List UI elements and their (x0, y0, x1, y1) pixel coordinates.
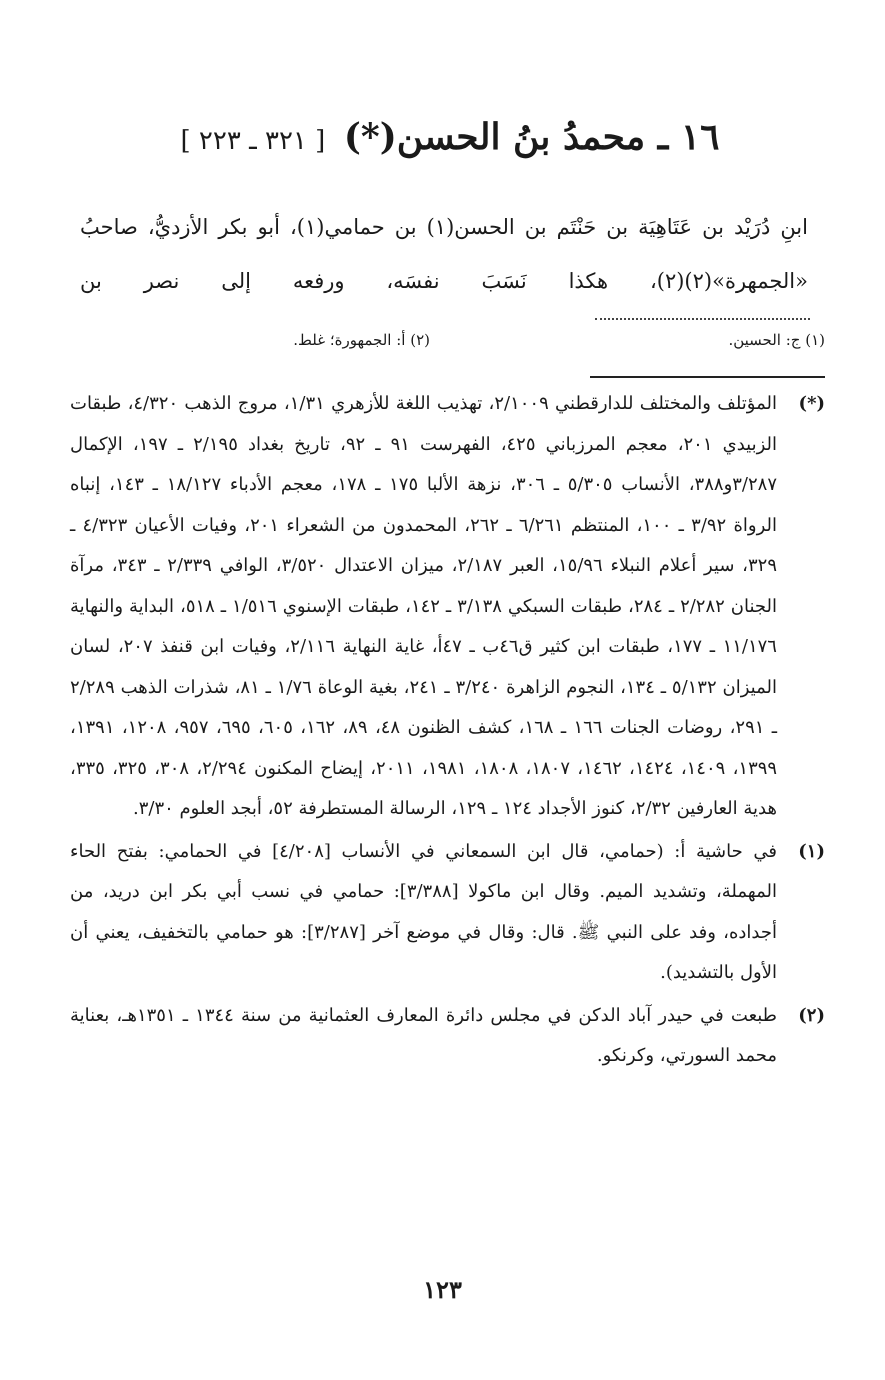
entry-title: ١٦ ـ محمدُ بنُ الحسن(*) (343, 116, 720, 158)
page-number: ١٢٣ (423, 1275, 462, 1304)
footnote-2 (70, 996, 825, 1077)
dotted-divider (595, 318, 810, 320)
footnotes-section (70, 384, 825, 1079)
footnote-marker: (١) (798, 840, 825, 862)
footnote-divider (590, 376, 825, 378)
entry-paragraph: ابنِ دُرَيْد بن عَتَاهِيَة بن حَنْتَم بن الحسن(١) بن حمامي(١)، أبو بكر الأزديُّ، صاحبُ «الجمهرة»(٢)(٢)، هكذا نَسَبَ نفسَه، ورفعه إلى نصر بن (80, 215, 808, 293)
inline-footnote-1: (١) ج: الحسين. (728, 331, 825, 349)
inline-footnote-2: (٢) أ: الجمهورة؛ غلط. (293, 331, 430, 349)
footnote-marker: (٢) (798, 1004, 825, 1026)
footnote-sources (70, 384, 825, 830)
entry-body (80, 200, 808, 308)
footnote-text: في حاشية أ: (حمامي، قال ابن السمعاني في الأنساب [٤/٢٠٨] في الحمامي: بفتح الحاء المهملة، وتشديد الميم. وقال ابن ماكولا [٣/٣٨٨]: حمامي في نسب أبي بكر ابن دريد، من أجداده، وفد على النبي ﷺ. قال: وقال في موضع آخر [٣/٢٨٧]: هو حمامي بالتخفيف، يعني أن الأول بالتشديد). (70, 840, 777, 983)
footnote-1 (70, 832, 825, 994)
footnote-text: المؤتلف والمختلف للدارقطني ٢/١٠٠٩، تهذيب اللغة للأزهري ١/٣١، مروج الذهب ٤/٣٢٠، طبقات الزبيدي ٢٠١، معجم المرزباني ٤٢٥، الفهرست ٩١ ـ ٩٢، تاريخ بغداد ٢/١٩٥ ـ ١٩٧، الإكمال ٣/٢٨٧و٣٨٨، الأنساب ٥/٣٠٥ ـ ٣٠٦، نزهة الألبا ١٧٥ ـ ١٧٨، معجم الأدباء ١٨/١٢٧ ـ ١٤٣، إنباه الرواة ٣/٩٢ ـ ١٠٠، المنتظم ٦/٢٦١ ـ ٢٦٢، المحمدون من الشعراء ٢٠١، وفيات الأعيان ٤/٣٢٣ ـ ٣٢٩، سير أعلام النبلاء ١٥/٩٦، العبر ٢/١٨٧، ميزان الاعتدال ٣/٥٢٠، الوافي ٢/٣٣٩ ـ ٣٤٣، مرآة الجنان ٢/٢٨٢ ـ ٢٨٤، طبقات السبكي ٣/١٣٨ ـ ١٤٢، طبقات الإسنوي ١/٥١٦ ـ ٥١٨، البداية والنهاية ١١/١٧٦ ـ ١٧٧، طبقات ابن كثير ق٤٦ب ـ ٤٧أ، غاية النهاية ٢/١١٦، وفيات ابن قنفذ ٢٠٧، لسان الميزان ٥/١٣٢ ـ ١٣٤، النجوم الزاهرة ٣/٢٤٠ ـ ٢٤١، بغية الوعاة ١/٧٦ ـ ٨١، شذرات الذهب ٢/٢٨٩ ـ ٢٩١، روضات الجنات ١٦٦ ـ ١٦٨، كشف الظنون ٤٨، ٨٩، ١٦٢، ٦٠٥، ٦٩٥، ٩٥٧، ١٢٠٨، ١٣٩١، ١٣٩٩، ١٤٠٩، ١٤٢٤، ١٤٦٢، ١٨٠٧، ١٨٠٨، ١٩٨١، ٢٠١١، إيضاح المكنون ٢/٢٩٤، ٣٠٨، ٣٢٥، ٣٣٥، هدية العارفين ٢/٣٢، كنوز الأجداد ١٢٤ ـ ١٢٩، الرسالة المستطرفة ٥٢، أبجد العلوم ٣/٣٠. (70, 393, 778, 819)
footnote-text: طبعت في حيدر آباد الدكن في مجلس دائرة المعارف العثمانية من سنة ١٣٤٤ ـ ١٣٥١هـ، بعناية محمد السورتي، وكرنكو. (70, 1004, 778, 1066)
entry-years: [ ٣٢١ ـ ٢٢٣ ] (180, 126, 326, 156)
inline-footnotes (80, 328, 825, 352)
entry-heading (120, 112, 780, 166)
footnote-marker: (*) (798, 393, 825, 414)
